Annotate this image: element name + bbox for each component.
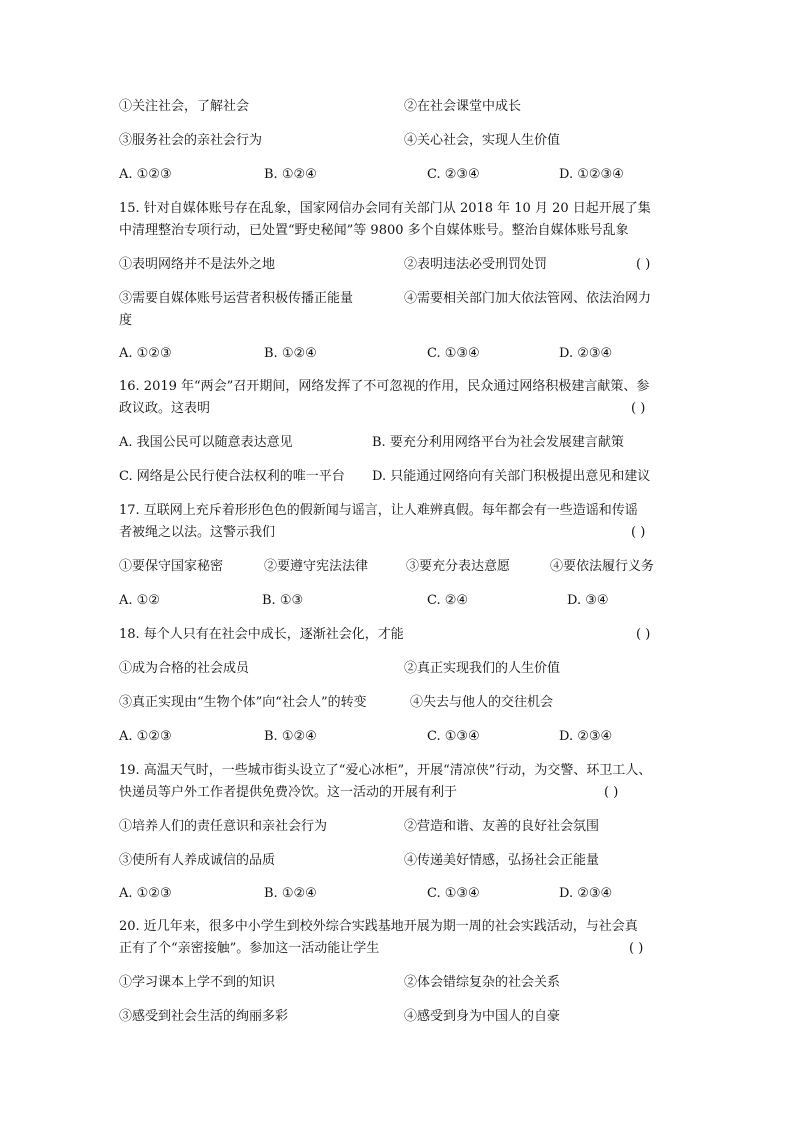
q19-answer-c: C. ①③④: [427, 886, 480, 901]
q17-answer-d: D. ③④: [567, 593, 609, 608]
q20-answer-blank: ( ): [629, 941, 644, 956]
q15-answer-c: C. ①③④: [427, 346, 480, 361]
q14-option-3: ③服务社会的亲社会行为: [119, 133, 263, 148]
q18-option-3: ③真正实现由“生物个体”向“社会人”的转变: [119, 695, 367, 710]
q18-answer-b: B. ①②④: [264, 729, 317, 744]
q16-answer-b: B. 要充分利用网络平台为社会发展建言献策: [372, 435, 624, 450]
q16-answer-blank: ( ): [631, 401, 646, 416]
q14-option-2: ②在社会课堂中成长: [404, 99, 522, 114]
q15-option-1: ①表明网络并不是法外之地: [119, 257, 276, 272]
q16-stem-line-1: 16. 2019 年“两会”召开期间，网络发挥了不可忽视的作用，民众通过网络积极建言献策、参: [119, 379, 650, 394]
q14-answer-a: A. ①②③: [119, 167, 172, 182]
q17-option-1: ①要保守国家秘密: [119, 559, 224, 574]
q14-answer-c: C. ②③④: [427, 167, 480, 182]
q19-answer-b: B. ①②④: [264, 886, 317, 901]
q14-answers: [119, 166, 679, 184]
q20-stem-line-2: 正有了个“亲密接触”。参加这一活动能让学生: [119, 941, 380, 956]
q14-option-1: ①关注社会，了解社会: [119, 99, 250, 114]
q17-options: [119, 558, 679, 576]
q18-answer-d: D. ②③④: [559, 729, 613, 744]
q19-answer-a: A. ①②③: [119, 886, 172, 901]
q17-answers: [119, 592, 679, 610]
q19-answers: [119, 885, 679, 903]
q15-option-2: ②表明违法必受刑罚处罚: [404, 257, 548, 272]
q20-stem-line-1: 20. 近几年来，很多中小学生到校外综合实践基地开展为期一周的社会实践活动，与社会真: [119, 919, 638, 934]
q15-option-3: ③需要自媒体账号运营者积极传播正能量: [119, 291, 354, 306]
q16-stem-line-2: 政议政。这表明: [119, 401, 211, 416]
q15-answer-b: B. ①②④: [264, 346, 317, 361]
q19-option-3: ③使所有人养成诚信的品质: [119, 853, 276, 868]
q20-option-2: ②体会错综复杂的社会关系: [404, 975, 561, 990]
q14-option-4: ④关心社会，实现人生价值: [404, 133, 561, 148]
q17-stem-line-2: 者被绳之以法。这警示我们: [119, 525, 276, 540]
q15-answer-a: A. ①②③: [119, 346, 172, 361]
q15-answer-d: D. ②③④: [559, 346, 613, 361]
q20-option-1: ①学习课本上学不到的知识: [119, 975, 276, 990]
q18-answer-c: C. ①③④: [427, 729, 480, 744]
q19-option-4: ④传递美好情感，弘扬社会正能量: [404, 853, 600, 868]
q17-answer-c: C. ②④: [427, 593, 469, 608]
q18-stem-line-1: 18. 每个人只有在社会中成长，逐渐社会化，才能: [119, 627, 404, 642]
q16-answer-a: A. 我国公民可以随意表达意见: [119, 435, 293, 450]
q18-answer-a: A. ①②③: [119, 729, 172, 744]
q15-stem-line-2: 中清理整治专项行动，已处置“野史秘闻”等 9800 多个自媒体账号。整治自媒体账号乱象: [119, 223, 629, 238]
q18-option-1: ①成为合格的社会成员: [119, 661, 250, 676]
q19-option-1: ①培养人们的责任意识和亲社会行为: [119, 819, 328, 834]
q17-answer-b: B. ①③: [262, 593, 304, 608]
q17-answer-blank: ( ): [631, 525, 646, 540]
q17-option-4: ④要依法履行义务: [550, 559, 655, 574]
q17-stem-line-1: 17. 互联网上充斥着形形色色的假新闻与谣言，让人难辨真假。每年都会有一些造谣和传谣: [119, 503, 638, 518]
q19-stem-line-1: 19. 高温天气时，一些城市街头设立了“爱心冰柜”，开展“清凉侠”行动，为交警、环卫工人、: [119, 763, 652, 778]
q17-option-2: ②要遵守宪法法律: [264, 559, 369, 574]
q18-option-2: ②真正实现我们的人生价值: [404, 661, 561, 676]
q18-option-4: ④失去与他人的交往机会: [410, 695, 554, 710]
q19-answer-d: D. ②③④: [559, 886, 613, 901]
q19-answer-blank: ( ): [604, 785, 619, 800]
q15-stem-line-1: 15. 针对自媒体账号存在乱象，国家网信办会同有关部门从 2018 年 10 月 20 日起开展了集: [119, 201, 651, 216]
q17-answer-a: A. ①②: [119, 593, 160, 608]
q15-option-4: ④需要相关部门加大依法管网、依法治网力: [404, 291, 652, 306]
q16-answer-d: D. 只能通过网络向有关部门积极提出意见和建议: [372, 469, 651, 484]
q19-stem-line-2: 快递员等户外工作者提供免费冷饮。这一活动的开展有利于: [119, 785, 458, 800]
q18-answer-blank: ( ): [636, 627, 651, 642]
q17-option-3: ③要充分表达意愿: [406, 559, 511, 574]
q18-answers: [119, 728, 679, 746]
q14-answer-b: B. ①②④: [264, 167, 317, 182]
q15-answers: [119, 345, 679, 363]
q15-answer-blank: ( ): [636, 257, 651, 272]
q20-option-3: ③感受到社会生活的绚丽多彩: [119, 1009, 289, 1024]
q15-option-4-continued: 度: [119, 313, 133, 328]
q14-answer-d: D. ①②③④: [559, 167, 624, 182]
q16-answer-c: C. 网络是公民行使合法权利的唯一平台: [119, 469, 345, 484]
q19-option-2: ②营造和谐、友善的良好社会氛围: [404, 819, 600, 834]
q20-option-4: ④感受到身为中国人的自豪: [404, 1009, 561, 1024]
